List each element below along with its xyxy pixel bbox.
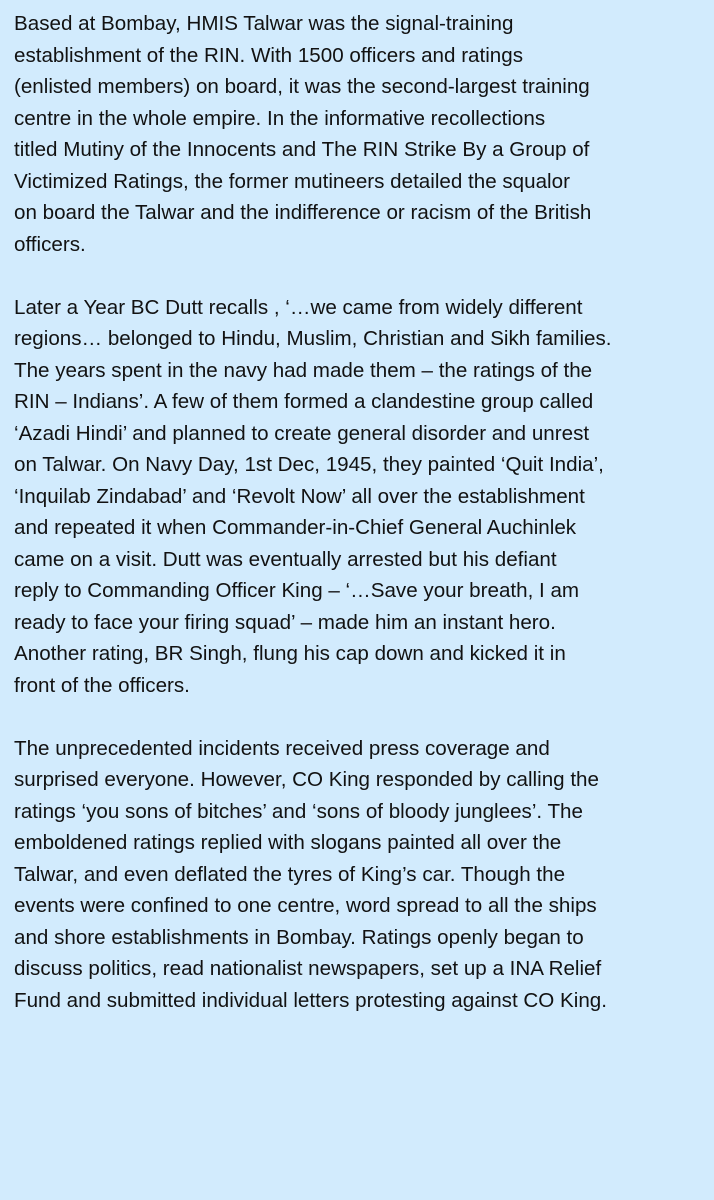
text-line: ‘Azadi Hindi’ and planned to create general disorder and unrest (14, 421, 590, 445)
text-line: establishment of the RIN. With 1500 officers and ratings (14, 43, 524, 67)
text-line: The unprecedented incidents received press coverage and (14, 736, 550, 760)
text-line: The years spent in the navy had made them – the ratings of the (14, 358, 593, 382)
text-line: RIN – Indians’. A few of them formed a clandestine group called (14, 390, 594, 413)
text-line: on board the Talwar and the indifference or racism of the British (14, 201, 592, 224)
text-line: reply to Commanding Officer King – ‘…Save your breath, I am (14, 579, 580, 602)
text-line: officers. (14, 232, 86, 256)
text-line: centre in the whole empire. In the informative recollections (14, 106, 546, 130)
text-line: Victimized Ratings, the former mutineers detailed the squalor (14, 169, 570, 193)
text-line: on Talwar. On Navy Day, 1st Dec, 1945, they painted ‘Quit India’, (14, 453, 604, 476)
text-line: regions… belonged to Hindu, Muslim, Christian and Sikh families. (14, 327, 612, 350)
text-line: events were confined to one centre, word spread to all the ships (14, 894, 597, 917)
text-line: ratings ‘you sons of bitches’ and ‘sons of bloody junglees’. The (14, 799, 583, 823)
text-line: (enlisted members) on board, it was the second-largest training (14, 75, 590, 98)
text-line: Talwar, and even deflated the tyres of King’s car. Though the (14, 862, 566, 886)
paragraph-spacer (14, 260, 704, 292)
paragraph-2 (14, 292, 704, 702)
text-line: Fund and submitted individual letters protesting against CO King. (14, 988, 607, 1012)
text-line: Based at Bombay, HMIS Talwar was the signal-training (14, 12, 514, 35)
text-line: ready to face your firing squad’ – made him an instant hero. (14, 610, 556, 634)
text-line: surprised everyone. However, CO King responded by calling the (14, 768, 599, 791)
paragraph-3 (14, 733, 704, 1017)
text-line: emboldened ratings replied with slogans painted all over the (14, 831, 562, 854)
text-line: titled Mutiny of the Innocents and The RIN Strike By a Group of (14, 138, 590, 161)
text-line: came on a visit. Dutt was eventually arrested but his defiant (14, 547, 557, 571)
text-line: and repeated it when Commander-in-Chief General Auchinlek (14, 516, 577, 539)
text-line: discuss politics, read nationalist newspapers, set up a INA Relief (14, 957, 602, 980)
text-line: Later a Year BC Dutt recalls , ‘…we came from widely different (14, 295, 583, 319)
text-line: front of the officers. (14, 673, 190, 697)
text-line: Another rating, BR Singh, flung his cap down and kicked it in (14, 642, 566, 665)
text-line: ‘Inquilab Zindabad’ and ‘Revolt Now’ all over the establishment (14, 484, 585, 508)
paragraph-spacer (14, 701, 704, 733)
paragraph-1 (14, 8, 704, 260)
text-line: and shore establishments in Bombay. Ratings openly began to (14, 925, 584, 949)
